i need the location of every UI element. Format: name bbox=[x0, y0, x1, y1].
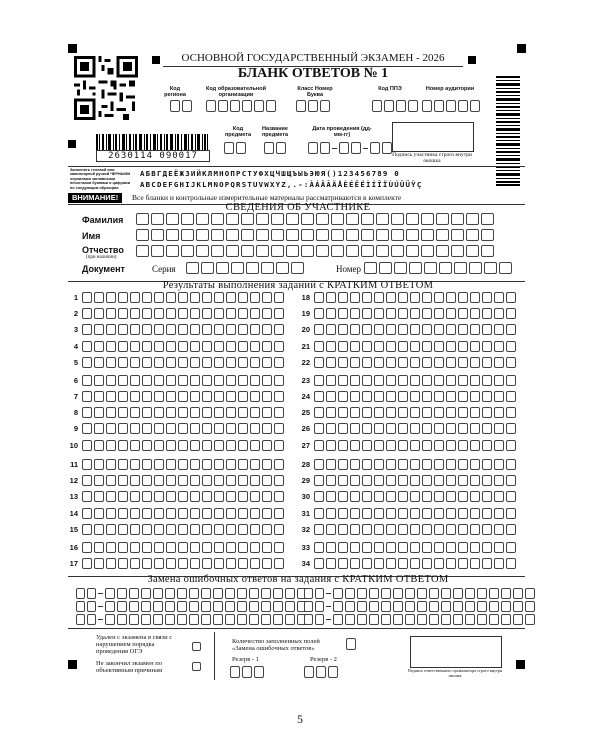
answer-boxes-18[interactable] bbox=[314, 292, 516, 303]
answer-boxes-19[interactable] bbox=[314, 308, 516, 319]
answer-number-10: 10 bbox=[69, 441, 78, 450]
exam-date-label: Дата проведения (дд-мм-гг) bbox=[312, 126, 372, 138]
name-boxes[interactable] bbox=[136, 229, 494, 241]
answer-boxes-13[interactable] bbox=[82, 491, 284, 502]
answer-number-28: 28 bbox=[301, 460, 310, 469]
replacement-row[interactable] bbox=[304, 601, 535, 612]
surname-boxes[interactable] bbox=[136, 213, 494, 225]
answer-number-15: 15 bbox=[69, 525, 78, 534]
answer-number-17: 17 bbox=[69, 559, 78, 568]
answer-boxes-25[interactable] bbox=[314, 407, 516, 418]
replacement-section-title: Замена ошибочных ответов на задания с КРАТКИМ ОТВЕТОМ bbox=[147, 574, 449, 585]
answer-boxes-17[interactable] bbox=[82, 558, 284, 569]
answer-number-19: 19 bbox=[301, 309, 310, 318]
answer-boxes-28[interactable] bbox=[314, 459, 516, 470]
ppe-code-label: Код ППЭ bbox=[378, 86, 402, 92]
answer-boxes-34[interactable] bbox=[314, 558, 516, 569]
qr-code-icon bbox=[74, 56, 138, 120]
corner-marker-tl bbox=[68, 44, 77, 53]
corner-marker-tr bbox=[517, 44, 526, 53]
answer-boxes-2[interactable] bbox=[82, 308, 284, 319]
answer-number-20: 20 bbox=[301, 325, 310, 334]
subject-name-label: Название предмета bbox=[261, 126, 289, 138]
answer-number-12: 12 bbox=[69, 476, 78, 485]
answer-number-4: 4 bbox=[73, 342, 78, 351]
subject-code-label: Код предмета bbox=[224, 126, 252, 138]
replacement-row[interactable] bbox=[76, 588, 307, 599]
answer-boxes-21[interactable] bbox=[314, 341, 516, 352]
replacement-row[interactable] bbox=[304, 588, 535, 599]
answer-boxes-5[interactable] bbox=[82, 357, 284, 368]
answer-number-16: 16 bbox=[69, 543, 78, 552]
answer-boxes-26[interactable] bbox=[314, 423, 516, 434]
answer-boxes-20[interactable] bbox=[314, 324, 516, 335]
answer-number-29: 29 bbox=[301, 476, 310, 485]
top-marker-mid-left bbox=[152, 56, 160, 64]
sample-row-cyrillic: АБВГДЕЁЖЗИЙКЛМНОПРСТУФХЦЧШЩЪЫЬЭЮЯ()123456789 0 bbox=[140, 169, 400, 178]
answer-number-14: 14 bbox=[69, 509, 78, 518]
answer-number-22: 22 bbox=[301, 358, 310, 367]
answer-boxes-8[interactable] bbox=[82, 407, 284, 418]
answer-boxes-4[interactable] bbox=[82, 341, 284, 352]
name-label: Имя bbox=[82, 231, 101, 241]
answer-number-2: 2 bbox=[73, 309, 78, 318]
patronymic-boxes[interactable] bbox=[136, 245, 494, 257]
answer-number-9: 9 bbox=[73, 424, 78, 433]
room-number-boxes[interactable] bbox=[422, 100, 480, 112]
sample-instruction: Заполнять гелевой или капиллярной ручкой ЧЕРНЫМИ чернилами заглавными печатными буквами и цифрами по следующим образцам: bbox=[70, 168, 131, 190]
answer-number-13: 13 bbox=[69, 492, 78, 501]
answer-boxes-10[interactable] bbox=[82, 440, 284, 451]
number-boxes[interactable] bbox=[364, 262, 512, 274]
not-finished-checkbox[interactable] bbox=[192, 662, 201, 671]
answer-number-6: 6 bbox=[73, 376, 78, 385]
removed-checkbox[interactable] bbox=[192, 642, 201, 651]
answer-number-25: 25 bbox=[301, 408, 310, 417]
reserve1-boxes[interactable] bbox=[230, 666, 264, 678]
answer-number-34: 34 bbox=[301, 559, 310, 568]
participant-signature-label: Подпись участника строго внутри окошка bbox=[392, 152, 472, 164]
removed-label: Удален с экзамена в связи с нарушением порядка проведения ОГЭ bbox=[96, 634, 173, 655]
answer-boxes-11[interactable] bbox=[82, 459, 284, 470]
page-number: 5 bbox=[297, 712, 303, 726]
number-label: Номер bbox=[336, 264, 362, 274]
answer-boxes-32[interactable] bbox=[314, 524, 516, 535]
region-code-boxes[interactable] bbox=[170, 100, 192, 112]
answer-boxes-1[interactable] bbox=[82, 292, 284, 303]
answer-number-24: 24 bbox=[301, 392, 310, 401]
answer-number-3: 3 bbox=[73, 325, 78, 334]
answer-boxes-22[interactable] bbox=[314, 357, 516, 368]
patronymic-note: (при наличии) bbox=[86, 255, 117, 260]
footer-divider bbox=[214, 632, 215, 680]
answer-number-11: 11 bbox=[70, 460, 78, 469]
form-title: ОСНОВНОЙ ГОСУДАРСТВЕННЫЙ ЭКЗАМЕН - 2026 bbox=[181, 52, 445, 64]
answer-boxes-27[interactable] bbox=[314, 440, 516, 451]
reserve2-boxes[interactable] bbox=[304, 666, 338, 678]
answer-number-33: 33 bbox=[301, 543, 310, 552]
org-code-boxes[interactable] bbox=[206, 100, 276, 112]
sample-top-line bbox=[68, 166, 525, 167]
not-finished-label: Не закончил экзамен по объективным причинам bbox=[96, 660, 163, 674]
sample-row-latin: ABCDEFGHIJKLMNOPQRSTUVWXYZ,.-:ÀÁÂÃÄÅÈÉÊËÌÍÎÏÙÚÛÜŸÇ bbox=[140, 180, 423, 189]
patronymic-label: Отчество bbox=[82, 245, 124, 255]
answer-number-7: 7 bbox=[73, 392, 78, 401]
count-label: Количество заполненных полей «Замена ошибочных ответов» bbox=[232, 638, 320, 652]
answer-number-18: 18 bbox=[301, 293, 310, 302]
form-subtitle: БЛАНК ОТВЕТОВ № 1 bbox=[237, 66, 389, 81]
answer-number-31: 31 bbox=[301, 509, 310, 518]
answer-number-21: 21 bbox=[301, 342, 310, 351]
surname-label: Фамилия bbox=[82, 215, 124, 225]
barcode-number: 2630114 090017 bbox=[96, 150, 210, 162]
answer-boxes-16[interactable] bbox=[82, 542, 284, 553]
answer-boxes-15[interactable] bbox=[82, 524, 284, 535]
answer-boxes-24[interactable] bbox=[314, 391, 516, 402]
answers-section-title: Результаты выполнения заданий с КРАТКИМ ОТВЕТОМ bbox=[162, 280, 434, 291]
answer-boxes-14[interactable] bbox=[82, 508, 284, 519]
series-boxes[interactable] bbox=[186, 262, 304, 274]
answer-number-5: 5 bbox=[73, 358, 78, 367]
corner-marker-bl bbox=[68, 660, 77, 669]
count-box[interactable] bbox=[346, 638, 356, 650]
participant-signature-box[interactable] bbox=[392, 122, 474, 152]
corner-marker-br bbox=[516, 660, 525, 669]
answer-boxes-6[interactable] bbox=[82, 375, 284, 386]
barcode-icon bbox=[96, 134, 208, 150]
exam-date-boxes[interactable] bbox=[308, 142, 392, 154]
answer-number-26: 26 bbox=[301, 424, 310, 433]
vertical-barcode-icon bbox=[496, 76, 520, 186]
replacement-row[interactable] bbox=[304, 614, 535, 625]
organizer-signature-label: Подпись ответственного организатора строго внутри окошка bbox=[407, 668, 503, 678]
replacement-row[interactable] bbox=[76, 614, 307, 625]
attention-badge: ВНИМАНИЕ! bbox=[68, 193, 122, 203]
answer-boxes-12[interactable] bbox=[82, 475, 284, 486]
answer-boxes-23[interactable] bbox=[314, 375, 516, 386]
reserve1-label: Резерв - 1 bbox=[232, 656, 259, 663]
answer-number-32: 32 bbox=[301, 525, 310, 534]
answer-boxes-9[interactable] bbox=[82, 423, 284, 434]
top-marker-mid-right bbox=[468, 56, 476, 64]
room-number-label: Номер аудитории bbox=[425, 86, 475, 92]
org-code-label: Код образовательной организации bbox=[206, 86, 266, 98]
answer-number-30: 30 bbox=[301, 492, 310, 501]
region-code-label: Код региона bbox=[164, 86, 186, 98]
class-label: Класс Номер Буква bbox=[297, 86, 333, 98]
answer-boxes-33[interactable] bbox=[314, 542, 516, 553]
answer-number-1: 1 bbox=[73, 293, 78, 302]
reserve2-label: Резерв - 2 bbox=[310, 656, 337, 663]
answer-boxes-29[interactable] bbox=[314, 475, 516, 486]
class-boxes[interactable] bbox=[296, 100, 330, 112]
replacement-bottom-line bbox=[68, 628, 525, 629]
organizer-signature-box[interactable] bbox=[410, 636, 502, 668]
answer-boxes-3[interactable] bbox=[82, 324, 284, 335]
participant-section-title: СВЕДЕНИЯ ОБ УЧАСТНИКЕ bbox=[225, 202, 371, 213]
subject-code-boxes[interactable] bbox=[224, 142, 246, 154]
answer-number-8: 8 bbox=[73, 408, 78, 417]
replacement-row[interactable] bbox=[76, 601, 307, 612]
ppe-code-boxes[interactable] bbox=[372, 100, 418, 112]
answer-boxes-7[interactable] bbox=[82, 391, 284, 402]
document-label: Документ bbox=[82, 264, 125, 274]
answer-boxes-31[interactable] bbox=[314, 508, 516, 519]
answer-boxes-30[interactable] bbox=[314, 491, 516, 502]
left-marker bbox=[68, 140, 76, 148]
series-label: Серия bbox=[152, 264, 176, 274]
answer-number-27: 27 bbox=[301, 441, 310, 450]
answer-number-23: 23 bbox=[301, 376, 310, 385]
attention-text: Все бланки и контрольные измерительные материалы рассматриваются в комплекте bbox=[132, 193, 402, 202]
subject-name-boxes[interactable] bbox=[264, 142, 286, 154]
